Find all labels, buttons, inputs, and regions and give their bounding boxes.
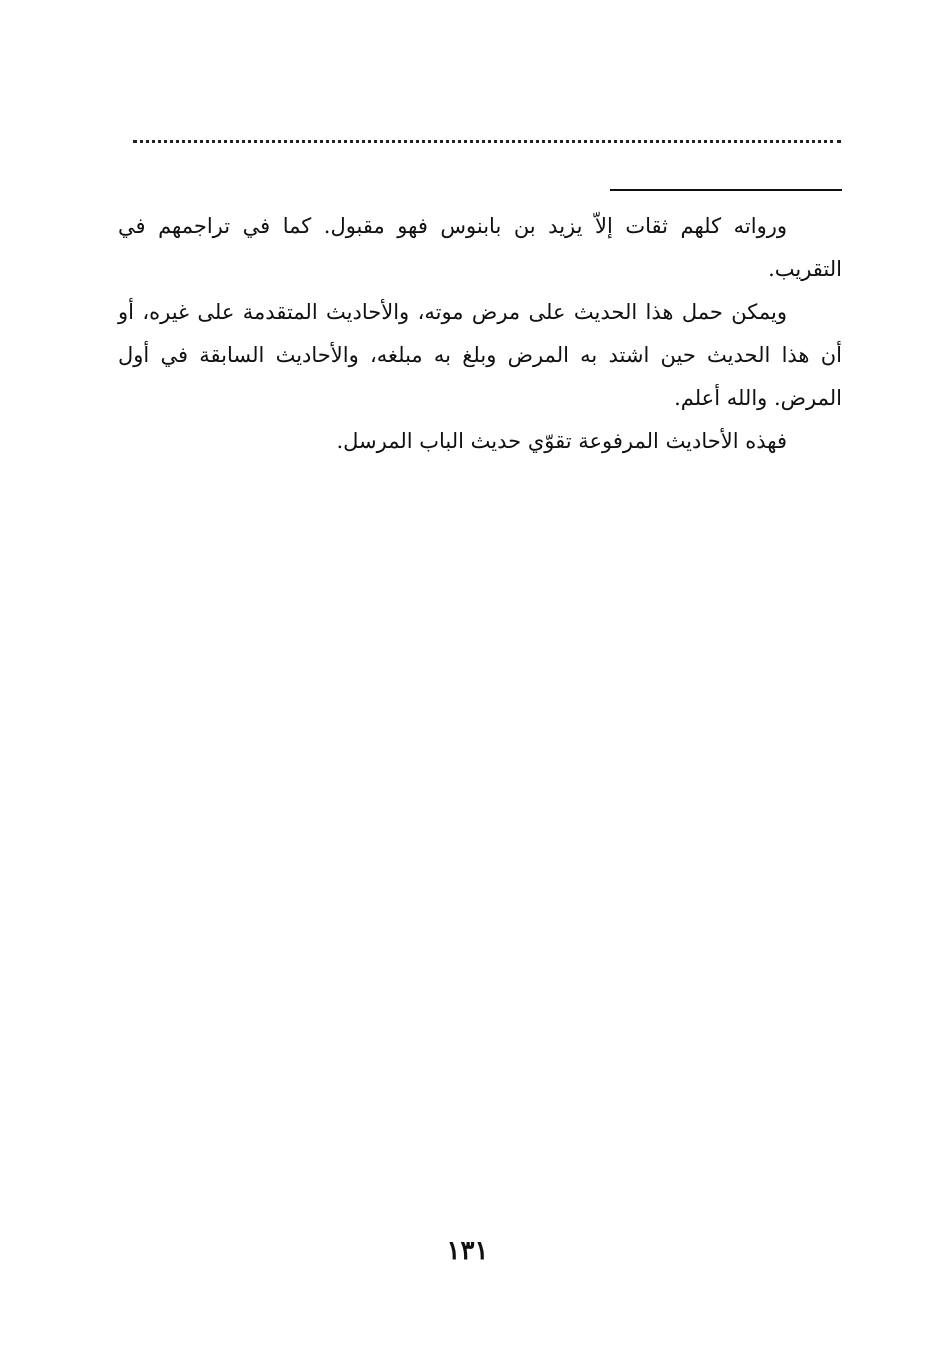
footnote-paragraph-2: ويمكن حمل هذا الحديث على مرض موته، والأحاديث المتقدمة على غيره، أو أن هذا الحديث حين اشتد به المرض وبلغ به مبلغه، والأحاديث السابقة في أول المرض. والله أعلم. <box>118 300 842 410</box>
footnote-paragraph-1: ورواته كلهم ثقات إلاّ يزيد بن بابنوس فهو مقبول. كما في تراجمهم في التقريب. <box>118 214 842 281</box>
footnote-separator-line <box>610 189 842 191</box>
page-number: ١٣١ <box>446 1236 489 1266</box>
footnote-paragraph-3: فهذه الأحاديث المرفوعة تقوّي حديث الباب المرسل. <box>336 429 787 453</box>
dotted-separator <box>133 140 841 143</box>
footnote-text-block <box>118 205 842 463</box>
